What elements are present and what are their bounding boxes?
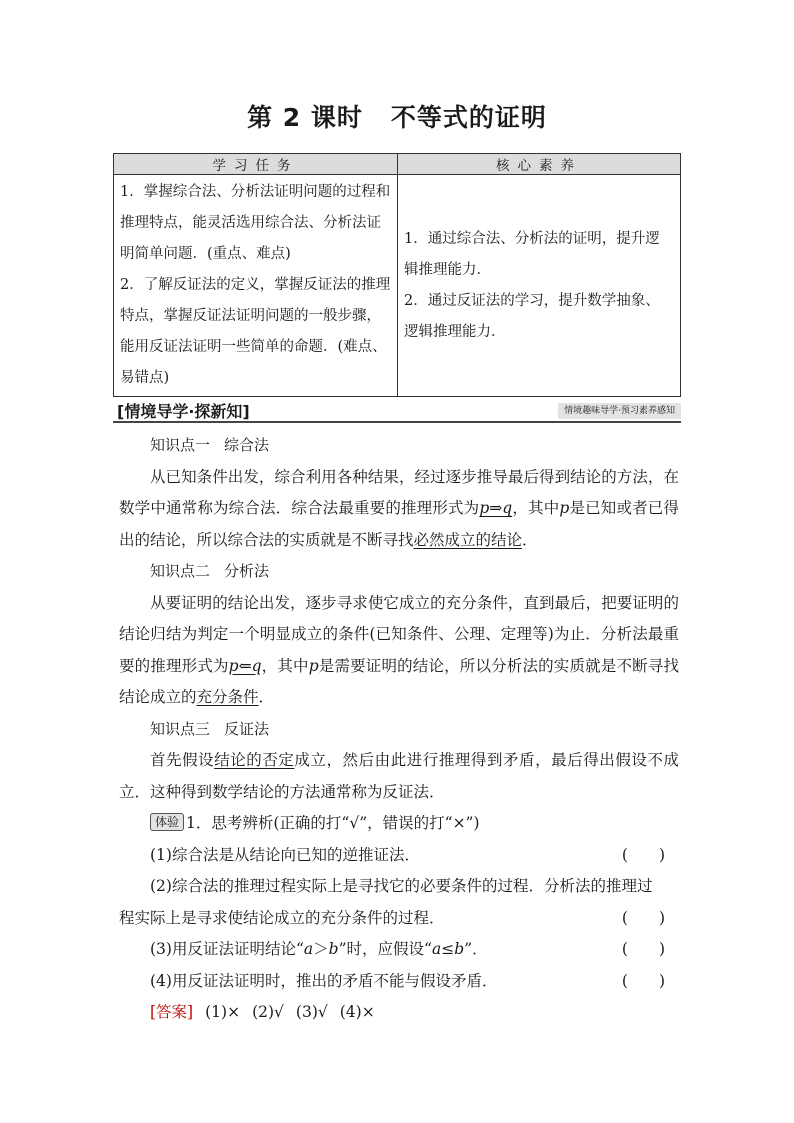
underlined-answer: 充分条件 — [196, 688, 259, 706]
answer-blank: ( ) — [621, 940, 665, 958]
exercise-prompt: 体验 1．思考辨析(正确的打“√”，错误的打“×”) — [150, 808, 679, 840]
underlined-answer: 必然成立的结论 — [413, 530, 523, 549]
formula-implies: p⇒q — [479, 499, 513, 517]
header-core-competencies: 核心素养 — [398, 154, 681, 175]
answer-item: (1)× — [205, 1003, 241, 1021]
competency-item: 2．通过反证法的学习，提升数学抽象、逻辑推理能力． — [404, 292, 660, 340]
section-banner — [113, 399, 681, 423]
knowledge-paragraph-1: 从已知条件出发，综合利用各种结果，经过逐步推导最后得到结论的方法，在数学中通常称为综合法．综合法最重要的推理形式为p⇒q，其中p是已知或者已得出的结论，所以综合法的实质就是不断寻找必然成立的结论． — [119, 467, 679, 549]
table-header-row — [114, 154, 681, 175]
answer-item: (3)√ — [295, 1003, 328, 1021]
answer-blank: ( ) — [621, 908, 665, 927]
knowledge-heading-2: 知识点二 分析法 — [150, 562, 270, 580]
knowledge-paragraph-3: 首先假设结论的否定成立，然后由此进行推理得到矛盾，最后得出假设不成立．这种得到数学结论的方法通常称为反证法． — [119, 751, 679, 801]
answer-item: (2)√ — [252, 1003, 284, 1021]
competency-item: 1．通过综合法、分析法的证明，提升逻辑推理能力． — [404, 230, 660, 278]
banner-title: [情境导学·探新知] — [117, 402, 250, 421]
content-body — [119, 430, 679, 1029]
competencies-cell — [398, 175, 681, 397]
lesson-topic: 不等式的证明 — [390, 103, 547, 132]
underlined-answer: 结论的否定 — [214, 751, 295, 769]
table-row — [114, 175, 681, 397]
knowledge-paragraph-2: 从要证明的结论出发，逐步寻求使它成立的充分条件，直到最后，把要证明的结论归结为判定一个明显成立的条件(已知条件、公理、定理等)为止．分析法最重要的推理形式为p⇐q，其中p是需要证明的结论，所以分析法的实质就是不断寻找结论成立的充分条件． — [119, 593, 679, 706]
knowledge-heading-1: 知识点一 综合法 — [150, 436, 270, 454]
answer-blank: ( ) — [621, 971, 665, 990]
answer-label: [答案] — [150, 1003, 194, 1021]
exercise-question-2-cont: 程实际上是寻求使结论成立的充分条件的过程． ( ) — [119, 903, 679, 935]
lesson-number: 第 2 课时 — [247, 103, 363, 132]
exercise-badge: 体验 — [150, 813, 184, 831]
learning-tasks-cell — [114, 175, 398, 397]
banner-tag: 情境趣味导学·预习素养感知 — [558, 403, 681, 419]
formula-implied-by: p⇐q — [228, 656, 262, 675]
page-title — [0, 98, 794, 134]
header-learning-tasks: 学习任务 — [114, 154, 398, 175]
answer-blank: ( ) — [621, 845, 665, 864]
knowledge-heading-3: 知识点三 反证法 — [150, 719, 270, 738]
task-item: 1．掌握综合法、分析法证明问题的过程和推理特点，能灵活选用综合法、分析法证明简单问题．(重点、难点) — [120, 184, 391, 262]
exercise-question-3: (3)用反证法证明结论“a＞b”时，应假设“a≤b”． ( ) — [150, 934, 679, 966]
answer-line — [150, 997, 679, 1029]
answer-item: (4)× — [339, 1003, 375, 1021]
exercise-question-4: (4)用反证法证明时，推出的矛盾不能与假设矛盾． ( ) — [150, 966, 679, 998]
objectives-table — [113, 153, 681, 397]
exercise-question-1: (1)综合法是从结论向已知的逆推证法． ( ) — [150, 840, 679, 872]
exercise-question-2: (2)综合法的推理过程实际上是寻找它的必要条件的过程．分析法的推理过 — [150, 877, 653, 895]
task-item: 2．了解反证法的定义，掌握反证法的推理特点，掌握反证法证明问题的一般步骤，能用反证法证明一些简单的命题．(难点、易错点) — [120, 277, 391, 386]
